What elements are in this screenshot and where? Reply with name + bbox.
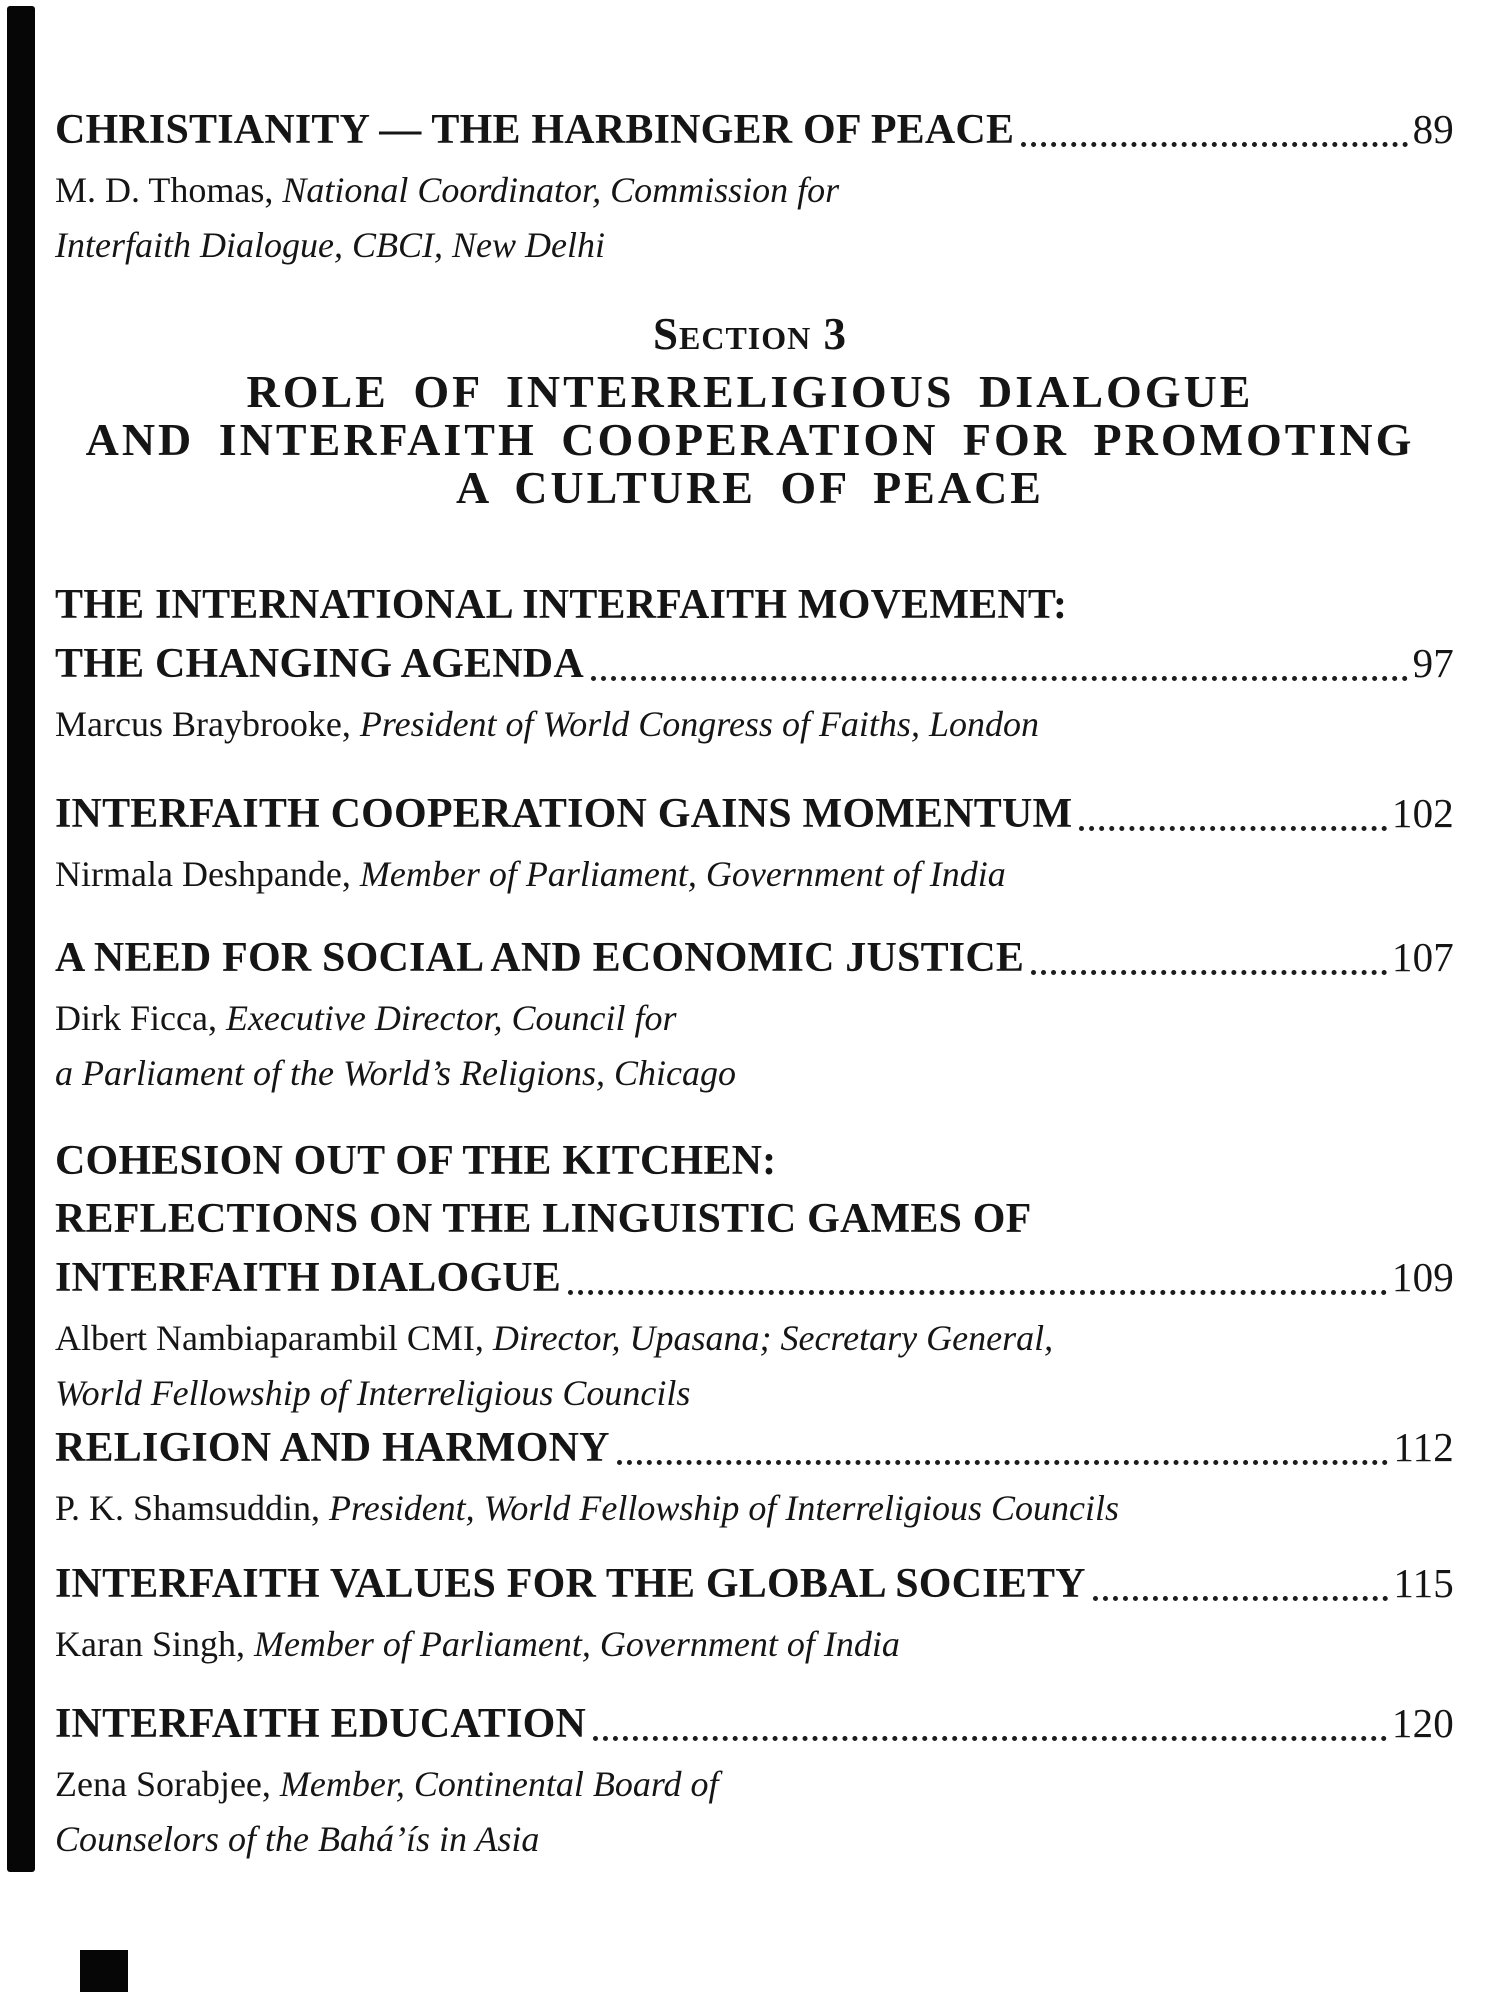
section-heading [0,306,1500,512]
page-number: 109 [1391,1254,1454,1300]
entry-title: THE CHANGING AGENDA [55,641,584,687]
author-role: National Coordinator, Commission for [282,170,840,210]
entry-title-line: COHESION OUT OF THE KITCHEN: [55,1138,777,1184]
author-byline [55,697,1454,752]
page-number: 102 [1391,790,1454,836]
author-name: P. K. Shamsuddin, [55,1488,330,1528]
author-role: Executive Director, Council for [225,998,677,1038]
author-role: Member of Parliament, Government of India [253,1624,900,1664]
dot-leader [1021,142,1407,147]
toc-entry-cooperation-momentum [55,784,1454,902]
author-role-line: Counselors of the Bahá’ís in Asia [55,1819,540,1859]
toc-entry-religion-harmony [55,1418,1454,1536]
section-title-line: A CULTURE OF PEACE [456,462,1044,513]
author-name: Dirk Ficca, [55,998,226,1038]
author-byline [55,163,1454,218]
author-role: President, World Fellowship of Interreligious Councils [329,1488,1120,1528]
toc-entry-social-justice [55,928,1454,1101]
toc-entry-cohesion-kitchen [55,1132,1454,1421]
author-role-line: a Parliament of the World’s Religions, Chicago [55,1053,736,1093]
page-number: 112 [1393,1424,1454,1470]
page-number: 120 [1391,1700,1454,1746]
dot-leader [591,676,1408,681]
author-role: Director, Upasana; Secretary General, [492,1318,1054,1358]
dot-leader [568,1290,1387,1295]
author-name: M. D. Thomas, [55,170,283,210]
toc-entry-interfaith-movement [55,576,1454,752]
entry-title: RELIGION AND HARMONY [55,1425,610,1471]
author-name: Marcus Braybrooke, [55,704,360,744]
author-role: President of World Congress of Faiths, London [359,704,1039,744]
entry-title: A NEED FOR SOCIAL AND ECONOMIC JUSTICE [55,935,1025,981]
toc-entry-interfaith-education [55,1694,1454,1867]
author-byline [55,991,1454,1046]
entry-title: INTERFAITH EDUCATION [55,1701,587,1747]
section-label: Section 3 [652,309,848,359]
section-title-line: AND INTERFAITH COOPERATION FOR PROMOTING [85,414,1415,465]
section-title-line: ROLE OF INTERRELIGIOUS DIALOGUE [246,366,1254,417]
author-name: Karan Singh, [55,1624,254,1664]
author-role: Member, Continental Board of [279,1764,719,1804]
author-role-line: Interfaith Dialogue, CBCI, New Delhi [55,225,605,265]
scan-artifact-mark [80,1950,128,1992]
entry-title-line: REFLECTIONS ON THE LINGUISTIC GAMES OF [55,1196,1032,1242]
entry-title-line: THE INTERNATIONAL INTERFAITH MOVEMENT: [55,582,1068,628]
entry-title: CHRISTIANITY — THE HARBINGER OF PEACE [55,107,1015,153]
dot-leader [593,1736,1387,1741]
toc-entry-interfaith-values [55,1554,1454,1672]
author-name: Nirmala Deshpande, [55,854,360,894]
author-byline [55,1481,1454,1536]
toc-entry-christianity [55,100,1454,273]
scan-artifact-left-bar [7,6,35,1872]
author-byline [55,1311,1454,1366]
page-number: 115 [1393,1560,1454,1606]
page-number: 97 [1412,640,1454,686]
entry-title: INTERFAITH DIALOGUE [55,1255,561,1301]
dot-leader [1079,826,1387,831]
page-number: 89 [1412,106,1454,152]
author-name: Albert Nambiaparambil CMI, [55,1318,493,1358]
entry-title: INTERFAITH COOPERATION GAINS MOMENTUM [55,791,1073,837]
author-name: Zena Sorabjee, [55,1764,280,1804]
author-byline [55,1757,1454,1812]
author-role: Member of Parliament, Government of India [359,854,1006,894]
dot-leader [1031,970,1387,975]
page-number: 107 [1391,934,1454,980]
dot-leader [617,1460,1389,1465]
author-byline [55,1617,1454,1672]
dot-leader [1093,1596,1389,1601]
author-byline [55,847,1454,902]
author-role-line: World Fellowship of Interreligious Councils [55,1373,691,1413]
entry-title: INTERFAITH VALUES FOR THE GLOBAL SOCIETY [55,1561,1086,1607]
